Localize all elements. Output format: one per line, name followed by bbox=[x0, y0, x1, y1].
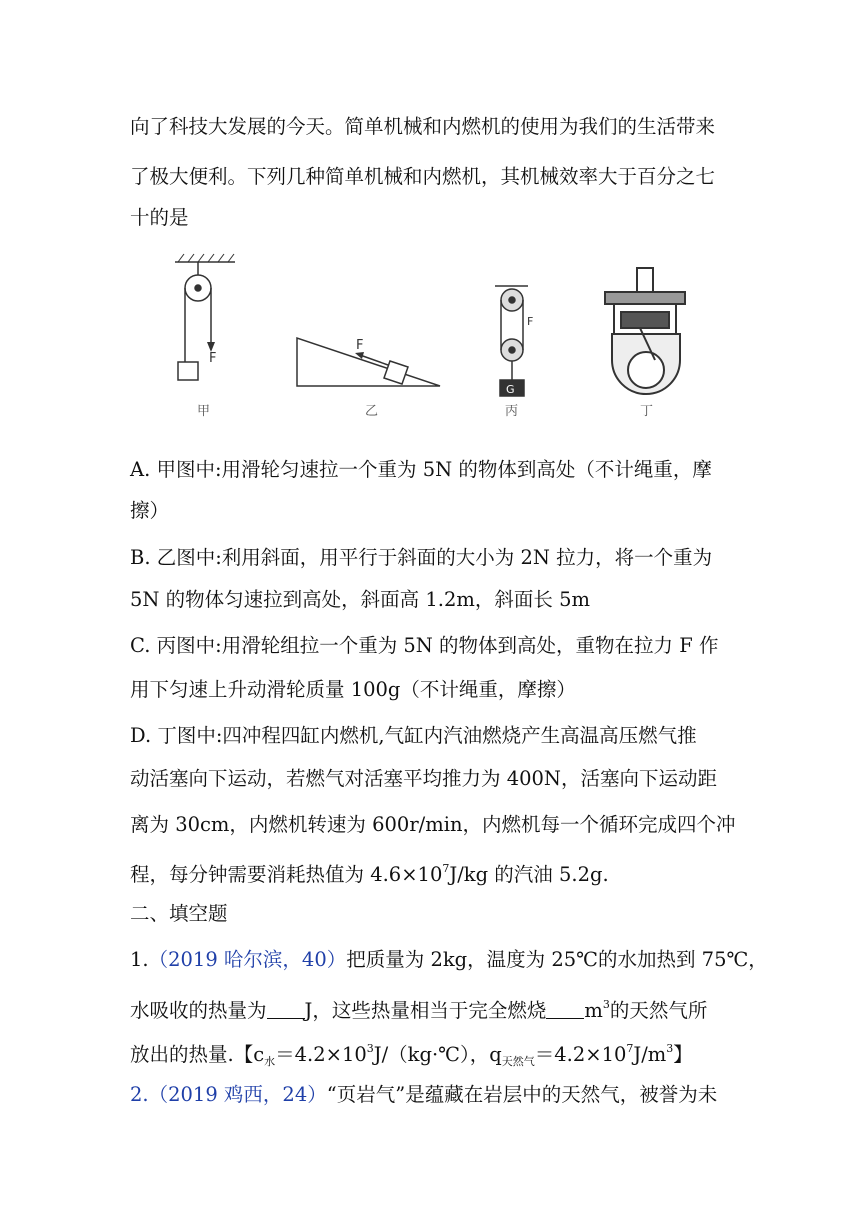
question-1-line-3 bbox=[130, 1036, 693, 1075]
option-a-line-2: 擦） bbox=[130, 499, 170, 522]
caption-jia: 甲 bbox=[197, 404, 211, 419]
svg-text:F: F bbox=[356, 338, 364, 353]
figure-jia-fixed-pulley bbox=[175, 254, 235, 380]
option-a-line-1: A. 甲图中:用滑轮匀速拉一个重为 5N 的物体到高处（不计绳重，摩 bbox=[130, 458, 712, 481]
option-d-text-end: J/kg 的汽油 5.2g. bbox=[449, 863, 609, 886]
caption-yi: 乙 bbox=[365, 404, 379, 419]
q1-given-sub2: 天然气 bbox=[501, 1055, 535, 1068]
question-1-line-2 bbox=[130, 992, 707, 1024]
question-1-unit: m bbox=[584, 999, 603, 1022]
intro-line-2: 了极大便利。下列几种简单机械和内燃机，其机械效率大于百分之七 bbox=[130, 165, 716, 188]
option-d-line-1: D. 丁图中:四冲程四缸内燃机,气缸内汽油燃烧产生高温高压燃气推 bbox=[130, 724, 697, 747]
question-1-text-a: 水吸收的热量为 bbox=[130, 999, 267, 1022]
mechanics-figures bbox=[0, 0, 860, 440]
q1-given-d: ＝4.2×10 bbox=[534, 1043, 627, 1066]
intro-line-3: 十的是 bbox=[130, 206, 189, 229]
q1-given-sub1: 水 bbox=[264, 1055, 276, 1068]
section-heading: 二、填空题 bbox=[130, 902, 228, 925]
question-1-line-1 bbox=[130, 947, 768, 973]
option-b-line-2: 5N 的物体匀速拉到高处，斜面高 1.2m，斜面长 5m bbox=[130, 588, 590, 611]
answer-blank-1[interactable] bbox=[267, 1000, 305, 1019]
figure-bing-pulley-block bbox=[495, 286, 528, 396]
question-1-text: 把质量为 2kg，温度为 25℃的水加热到 75℃， bbox=[346, 948, 768, 971]
answer-blank-2[interactable] bbox=[546, 1000, 584, 1019]
figure-ding-engine bbox=[605, 268, 685, 394]
figure-yi-incline bbox=[297, 338, 440, 386]
option-d-line-2: 动活塞向下运动，若燃气对活塞平均推力为 400N，活塞向下运动距 bbox=[130, 767, 717, 790]
option-d-text: 程，每分钟需要消耗热值为 4.6×10 bbox=[130, 863, 443, 886]
q1-given-sup3: 3 bbox=[666, 1042, 674, 1055]
question-1-unit-exp: 3 bbox=[602, 998, 610, 1011]
question-2-text: “页岩气”是蕴藏在岩层中的天然气，被誉为未 bbox=[326, 1083, 718, 1106]
svg-text:G: G bbox=[506, 383, 515, 396]
svg-text:F: F bbox=[209, 351, 217, 366]
option-c-line-1: C. 丙图中:用滑轮组拉一个重为 5N 的物体到高处，重物在拉力 F 作 bbox=[130, 634, 719, 657]
q1-given-a: 放出的热量.【c bbox=[130, 1043, 265, 1066]
question-2-header: 2.（2019 鸡西，24） bbox=[130, 1083, 327, 1106]
caption-ding: 丁 bbox=[640, 404, 654, 419]
question-1-text-b: J，这些热量相当于完全燃烧 bbox=[304, 999, 547, 1022]
intro-line-1: 向了科技大发展的今天。简单机械和内燃机的使用为我们的生活带来 bbox=[130, 115, 716, 138]
q1-given-sup2: 7 bbox=[626, 1042, 634, 1055]
option-d-line-3: 离为 30cm，内燃机转速为 600r/min，内燃机每一个循环完成四个冲 bbox=[130, 813, 736, 836]
question-2-line-1 bbox=[130, 1082, 717, 1108]
option-d-exponent: 7 bbox=[442, 862, 450, 875]
question-1-number: 1. bbox=[130, 948, 149, 971]
question-1-text-d: 的天然气所 bbox=[609, 999, 708, 1022]
q1-given-sup1: 3 bbox=[366, 1042, 374, 1055]
option-b-line-1: B. 乙图中:利用斜面，用平行于斜面的大小为 2N 拉力，将一个重为 bbox=[130, 546, 713, 569]
option-c-line-2: 用下匀速上升动滑轮质量 100g（不计绳重，摩擦） bbox=[130, 678, 576, 701]
q1-given-b: ＝4.2×10 bbox=[275, 1043, 367, 1066]
q1-given-c: J/（kg·℃），q bbox=[373, 1043, 502, 1066]
caption-bing: 丙 bbox=[505, 404, 519, 419]
q1-given-f: 】 bbox=[673, 1043, 693, 1066]
svg-text:F: F bbox=[527, 315, 534, 328]
option-d-line-4 bbox=[130, 856, 609, 888]
q1-given-e: J/m bbox=[633, 1043, 667, 1066]
question-1-source: （2019 哈尔滨，40） bbox=[148, 948, 347, 971]
